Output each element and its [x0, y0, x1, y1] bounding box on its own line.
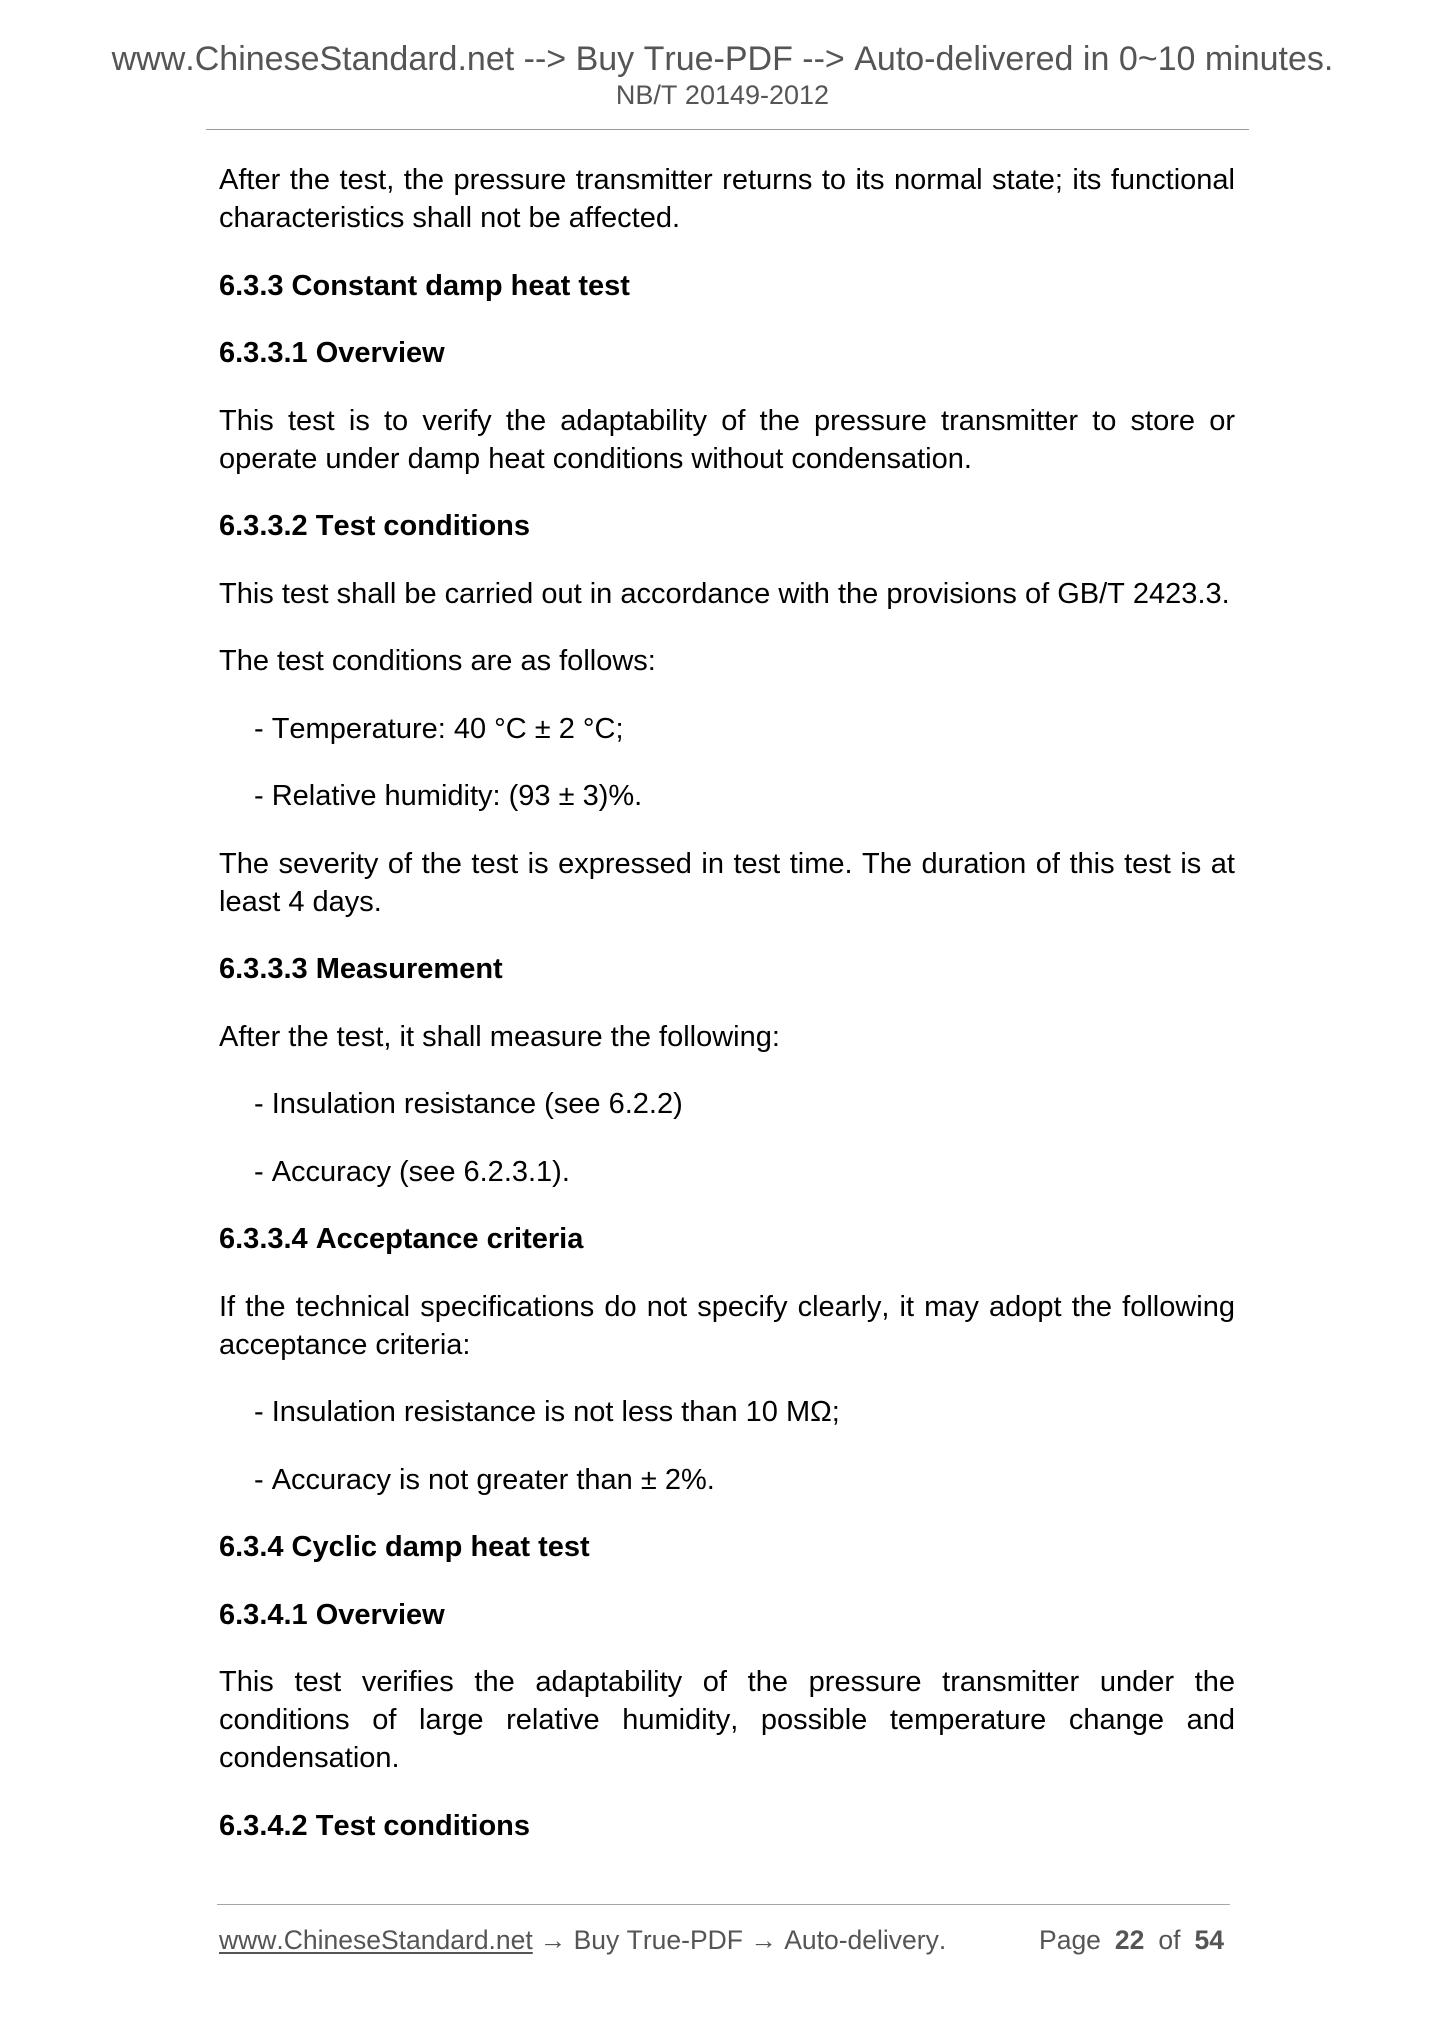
- footer-site-link[interactable]: www.ChineseStandard.net: [219, 1925, 533, 1955]
- severity-paragraph: The severity of the test is expressed in test time. The duration of this test is at least 4 days.: [219, 847, 1235, 918]
- page-current: 22: [1114, 1925, 1145, 1955]
- footer-left: [219, 1924, 946, 1956]
- subsection-heading-6-3-3-1: 6.3.3.1 Overview: [219, 337, 445, 370]
- subsection-heading-6-3-3-3: 6.3.3.3 Measurement: [219, 953, 503, 986]
- conditions-paragraph: This test shall be carried out in accordance with the provisions of GB/T 2423.3.: [219, 577, 1230, 610]
- list-item: - Insulation resistance is not less than 10 MΩ;: [254, 1396, 840, 1429]
- header-banner: www.ChineseStandard.net --> Buy True-PDF --> Auto-delivered in 0~10 minutes.: [111, 40, 1334, 78]
- header-divider: [206, 129, 1249, 130]
- page-label: Page: [1039, 1925, 1101, 1955]
- list-item: - Insulation resistance (see 6.2.2): [254, 1088, 683, 1121]
- page-number: [1039, 1924, 1224, 1956]
- page-footer: [219, 1924, 1224, 1956]
- document-body: [219, 161, 1235, 1874]
- subsection-heading-6-3-4-2: 6.3.4.2 Test conditions: [219, 1809, 531, 1842]
- list-item: - Temperature: 40 °C ± 2 °C;: [254, 712, 624, 745]
- overview-paragraph: This test is to verify the adaptability of the pressure transmitter to store or operate under damp heat conditions without condensation.: [219, 404, 1235, 475]
- carryover-paragraph: After the test, the pressure transmitter returns to its normal state; its functional characteristics shall not be affected.: [219, 164, 1235, 235]
- subsection-heading-6-3-3-2: 6.3.3.2 Test conditions: [219, 510, 531, 543]
- subsection-heading-6-3-4-1: 6.3.4.1 Overview: [219, 1598, 445, 1631]
- page-of-label: of: [1158, 1925, 1181, 1955]
- subsection-heading-6-3-3-4: 6.3.3.4 Acceptance criteria: [219, 1223, 584, 1256]
- section-heading-6-3-3: 6.3.3 Constant damp heat test: [219, 269, 630, 302]
- measurement-paragraph: After the test, it shall measure the following:: [219, 1020, 780, 1053]
- footer-divider: [217, 1904, 1230, 1905]
- list-item: - Accuracy (see 6.2.3.1).: [254, 1155, 570, 1188]
- conditions-intro: The test conditions are as follows:: [219, 645, 656, 678]
- acceptance-paragraph: If the technical specifications do not specify clearly, it may adopt the following acceptance criteria:: [219, 1290, 1235, 1361]
- list-item: - Accuracy is not greater than ± 2%.: [254, 1463, 715, 1496]
- list-item: - Relative humidity: (93 ± 3)%.: [254, 780, 643, 813]
- standard-code: NB/T 20149-2012: [615, 80, 830, 110]
- page-total: 54: [1194, 1925, 1224, 1955]
- section-heading-6-3-4: 6.3.4 Cyclic damp heat test: [219, 1531, 590, 1564]
- overview-paragraph: This test verifies the adaptability of the pressure transmitter under the conditions of large relative humidity, possible temperature change and condensation.: [219, 1666, 1235, 1775]
- footer-tagline: → Buy True-PDF → Auto-delivery.: [539, 1925, 947, 1955]
